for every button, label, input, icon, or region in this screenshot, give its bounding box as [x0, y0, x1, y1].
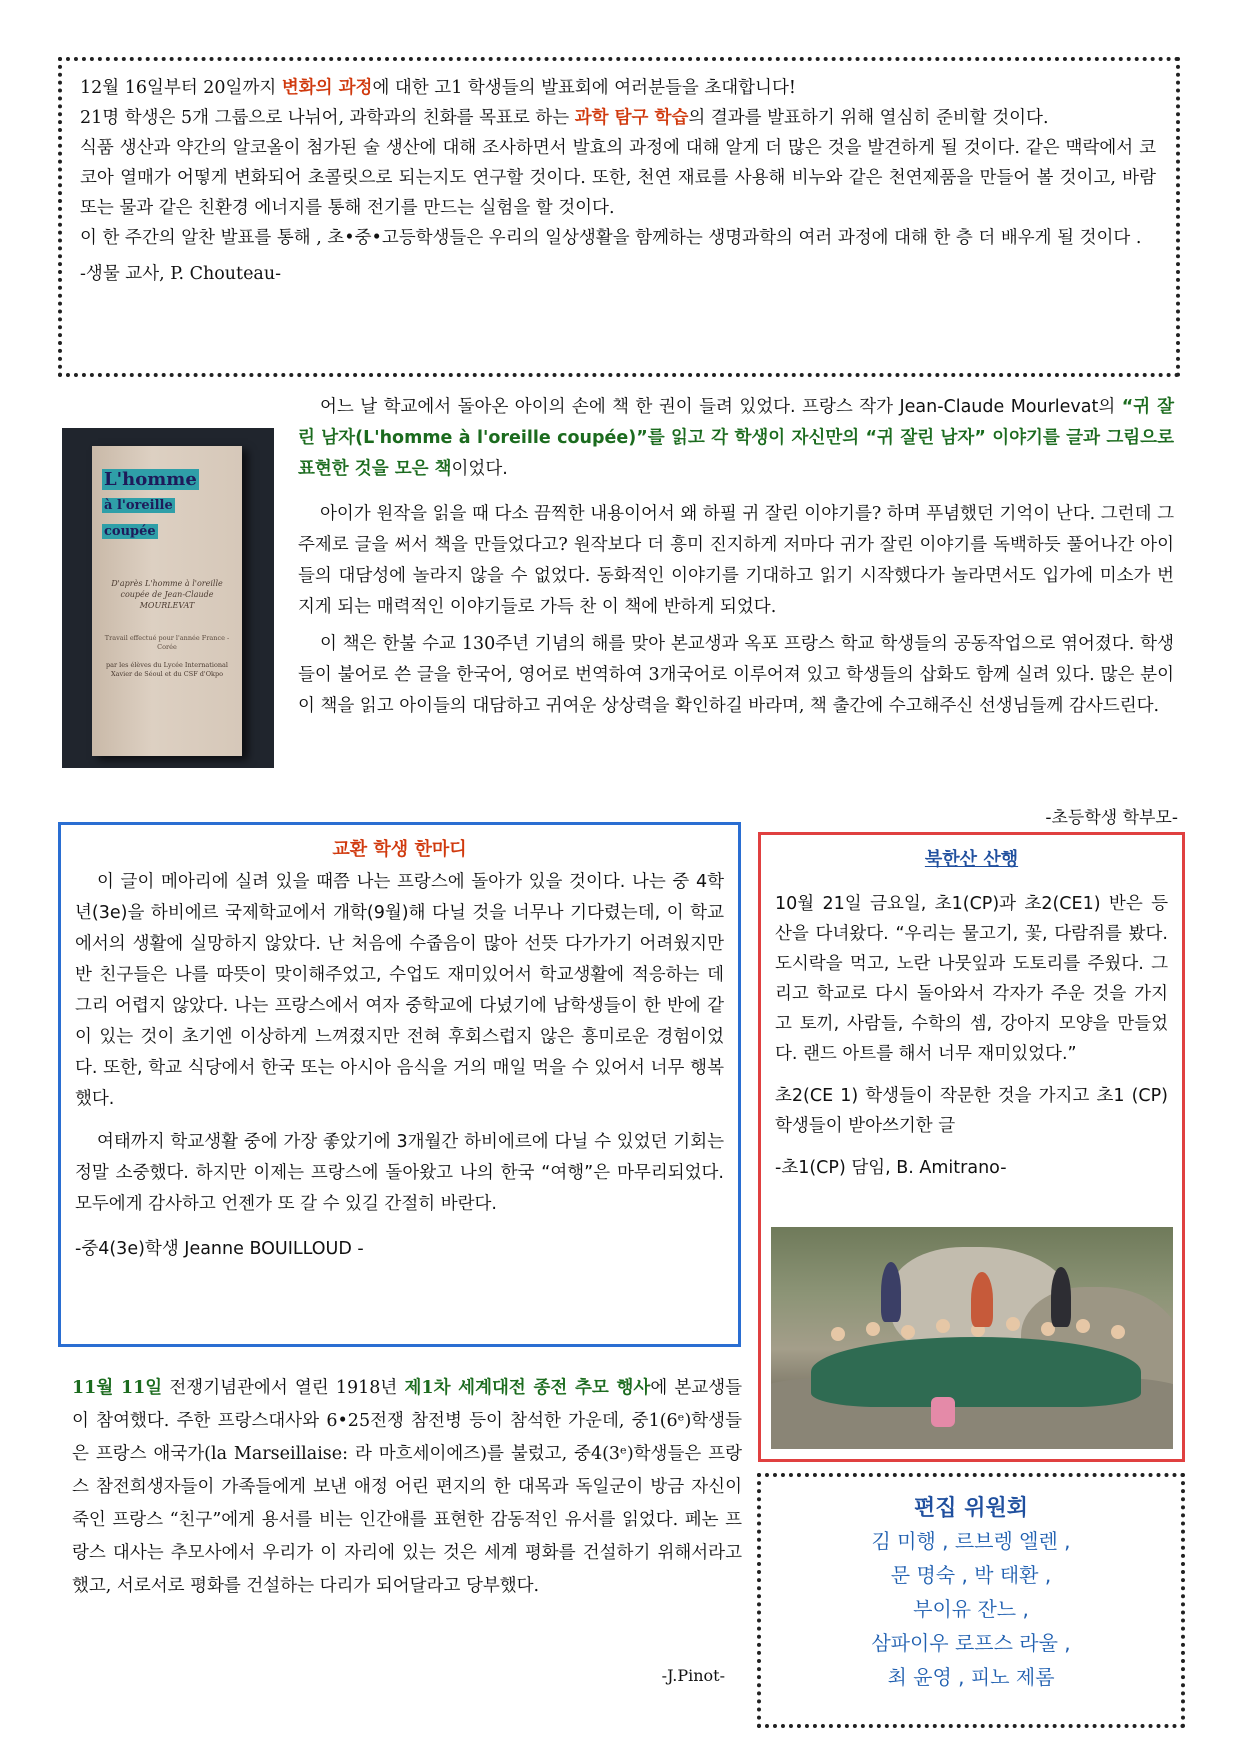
book-text: 이었다. — [451, 459, 508, 479]
photo-child — [1006, 1317, 1020, 1331]
armistice-date: 11월 11일 — [72, 1378, 163, 1398]
book-paragraph-1 — [298, 392, 1174, 485]
book-highlight: “귀 잘린 남자(L'homme à l'oreille coupée)”를 읽고 각 학생이 자신만의 “귀 잘린 남자” 이야기를 글과 그림으로 표현한 것을 모은 책 — [298, 397, 1174, 479]
hiking-title: 북한산 산행 — [924, 849, 1019, 870]
notice-text: 21명 학생은 5개 그룹으로 나뉘어, 과학과의 친화를 목표로 하는 — [80, 108, 575, 128]
cover-title-line: à l'oreille — [104, 498, 173, 513]
armistice-text: 전쟁기념관에서 열린 1918년 — [162, 1378, 405, 1398]
cover-title-line: coupée — [104, 524, 156, 539]
armistice-text: 에 본교생들이 참여했다. 주한 프랑스대사와 6•25전쟁 참전병 등이 참석한 가운데, 중1(6ᵉ)학생들은 프랑스 애국가(la Marseillaise: 라 마흐세이에즈)를 불렀고, 중4(3ᵉ)학생들은 프랑스 참전희생자들이 가족들에게 보낸 애정 어린 편지의 한 대목과 독일군이 방금 자신이 죽인 프랑스 “친구”에게 용서를 비는 인간애를 표현한 감동적인 유서를 읽었다. 페논 프랑스 대사는 추모사에서 우리가 이 자리에 있는 것은 세계 평화를 건설하기 위해서라고 했고, 서로서로 평화를 건설하는 다리가 되어달라고 당부했다. — [72, 1378, 743, 1596]
notice-text: 12월 16일부터 20일까지 — [80, 78, 282, 98]
editorial-name-line: 김 미행 , 르브렝 엘렌 , — [871, 1529, 1071, 1553]
notice-paragraph-4: 이 한 주간의 알찬 발표를 통해 , 초•중•고등학생들은 우리의 일상생활을 함께하는 생명과학의 여러 과정에 대해 한 층 더 배우게 될 것이다 . — [80, 228, 1142, 248]
armistice-event: 제1차 세계대전 종전 추모 행사 — [404, 1378, 651, 1398]
photo-adult — [1051, 1267, 1071, 1327]
armistice-signature: -J.Pinot- — [661, 1666, 725, 1685]
book-cover-title — [102, 468, 222, 544]
cover-title-line: L'homme — [104, 469, 197, 490]
book-cover-photo — [62, 428, 274, 768]
photo-child — [901, 1325, 915, 1339]
editorial-title: 편집 위원회 — [914, 1496, 1028, 1521]
photo-adult — [881, 1262, 901, 1322]
editorial-name-line: 삼파이우 로프스 라울 , — [871, 1631, 1071, 1655]
book-paragraph-3: 이 책은 한불 수교 130주년 기념의 해를 맞아 본교생과 옥포 프랑스 학교 학생들의 공동작업으로 엮어졌다. 학생들이 불어로 쓴 글을 한국어, 영어로 번역하여 3개국어로 이루어져 있고 학생들의 삽화도 함께 실려 있다. 많은 분이 이 책을 읽고 아이들의 대담하고 귀여운 상상력을 확인하길 바라며, 책 출간에 수고해주신 선생님들께 감사드린다. — [298, 634, 1174, 716]
notice-paragraph-3: 식품 생산과 약간의 알코올이 첨가된 술 생산에 대해 조사하면서 발효의 과정에 대해 알게 더 많은 것을 발견하게 될 것이다. 같은 맥락에서 코코아 열매가 어떻게 변화되어 초콜릿으로 되는지도 연구할 것이다. 또한, 천연 재료를 사용해 비누와 같은 천연제품을 만들어 볼 것이고, 바람 또는 물과 같은 친환경 에너지를 통해 전기를 만드는 실험을 할 것이다. — [80, 138, 1156, 218]
book-signature: -초등학생 학부모- — [1045, 808, 1178, 828]
book-text: 어느 날 학교에서 돌아온 아이의 손에 책 한 권이 들려 있었다. 프랑스 작가 Jean-Claude Mourlevat의 — [320, 397, 1122, 417]
hiking-paragraph-1: 10월 21일 금요일, 초1(CP)과 초2(CE1) 반은 등산을 다녀왔다. “우리는 물고기, 꽃, 다람쥐를 봤다. 도시락을 먹고, 노란 나뭇잎과 도토리를 주웠다. 그리고 학교로 다시 돌아와서 각자가 주운 것을 가지고 토끼, 사람들, 수학의 셈, 강아지 모양을 만들었다. 랜드 아트를 해서 너무 재미있었다.” — [775, 894, 1168, 1064]
book-article — [298, 392, 1174, 722]
photo-child — [866, 1322, 880, 1336]
hiking-box — [758, 832, 1185, 1462]
photo-children-group — [811, 1337, 1141, 1407]
book-cover-authors: par les élèves du Lycée International Xavier de Séoul et du CSF d'Okpo — [105, 661, 229, 678]
editorial-name-line: 최 윤영 , 피노 제롬 — [887, 1665, 1055, 1689]
photo-adult — [971, 1272, 993, 1327]
book-cover — [92, 446, 242, 756]
exchange-signature: -중4(3e)학생 Jeanne BOUILLOUD - — [75, 1239, 364, 1259]
photo-child — [831, 1327, 845, 1341]
armistice-article — [72, 1372, 742, 1603]
book-cover-subtitle: D'après L'homme à l'oreille coupée de Jean-Claude MOURLEVAT — [111, 579, 223, 610]
presentation-notice-box — [58, 57, 1180, 377]
exchange-student-box — [58, 822, 741, 1347]
armistice-paragraph — [72, 1372, 742, 1603]
photo-child — [1076, 1319, 1090, 1333]
notice-paragraph-1 — [80, 73, 1156, 103]
notice-text: 의 결과를 발표하기 위해 열심히 준비할 것이다. — [688, 108, 1049, 128]
exchange-student-title: 교환 학생 한마디 — [332, 839, 467, 860]
editorial-name-line: 부이유 잔느 , — [913, 1597, 1029, 1621]
photo-child — [1111, 1325, 1125, 1339]
book-cover-work: Travail effectué pour l'année France - Corée — [104, 634, 230, 651]
photo-pink-backpack — [931, 1397, 955, 1427]
hiking-signature: -초1(CP) 담임, B. Amitrano- — [775, 1158, 1007, 1178]
notice-highlight-process: 변화의 과정 — [281, 78, 373, 98]
notice-signature: -생물 교사, P. Chouteau- — [80, 264, 282, 284]
book-paragraph-2: 아이가 원작을 읽을 때 다소 끔찍한 내용이어서 왜 하필 귀 잘린 이야기를? 하며 푸념했던 기억이 난다. 그런데 그 주제로 글을 써서 책을 만들었다고? 원작보다 더 흥미 진지하게 저마다 귀가 잘린 이야기를 독백하듯 풀어나간 아이들의 대담성에 놀라지 않을 수 없었다. 동화적인 이야기를 기대하고 읽기 시작했다가 놀라면서도 입가에 미소가 번지게 되는 매력적인 이야기들로 가득 찬 이 책에 반하게 되었다. — [298, 504, 1174, 617]
notice-paragraph-2 — [80, 103, 1156, 133]
exchange-paragraph-2: 여태까지 학교생활 중에 가장 좋았기에 3개월간 하비에르에 다닐 수 있었던 기회는 정말 소중했다. 하지만 이제는 프랑스에 돌아왔고 나의 한국 “여행”은 마무리되었다. 모두에게 감사하고 언젠가 또 갈 수 있길 간절히 바란다. — [75, 1132, 724, 1214]
notice-text: 에 대한 고1 학생들의 발표회에 여러분들을 초대합니다! — [372, 78, 796, 98]
notice-highlight-science: 과학 탐구 학습 — [574, 108, 689, 128]
hiking-group-photo — [771, 1227, 1173, 1449]
hiking-paragraph-2: 초2(CE 1) 학생들이 작문한 것을 가지고 초1 (CP)학생들이 받아쓰기한 글 — [775, 1086, 1168, 1136]
editorial-name-line: 문 명숙 , 박 태환 , — [890, 1563, 1052, 1587]
photo-child — [936, 1319, 950, 1333]
editorial-committee-box — [757, 1473, 1185, 1728]
exchange-paragraph-1: 이 글이 메아리에 실려 있을 때쯤 나는 프랑스에 돌아가 있을 것이다. 나는 중 4학년(3e)을 하비에르 국제학교에서 개학(9월)해 다닐 것을 너무나 기다렸는데, 이 학교에서의 생활에 실망하지 않았다. 난 처음에 수줍음이 많아 선뜻 다가가기 어려웠지만 반 친구들은 나를 따뜻이 맞이해주었고, 수업도 재미있어서 학교생활에 적응하는 데 그리 어렵지 않았다. 나는 프랑스에서 여자 중학교에 다녔기에 남학생들이 한 반에 같이 있는 것이 초기엔 이상하게 느껴졌지만 전혀 후회스럽지 않은 흥미로운 경험이었다. 또한, 학교 식당에서 한국 또는 아시아 음식을 거의 매일 먹을 수 있어서 너무 행복했다. — [75, 872, 724, 1109]
